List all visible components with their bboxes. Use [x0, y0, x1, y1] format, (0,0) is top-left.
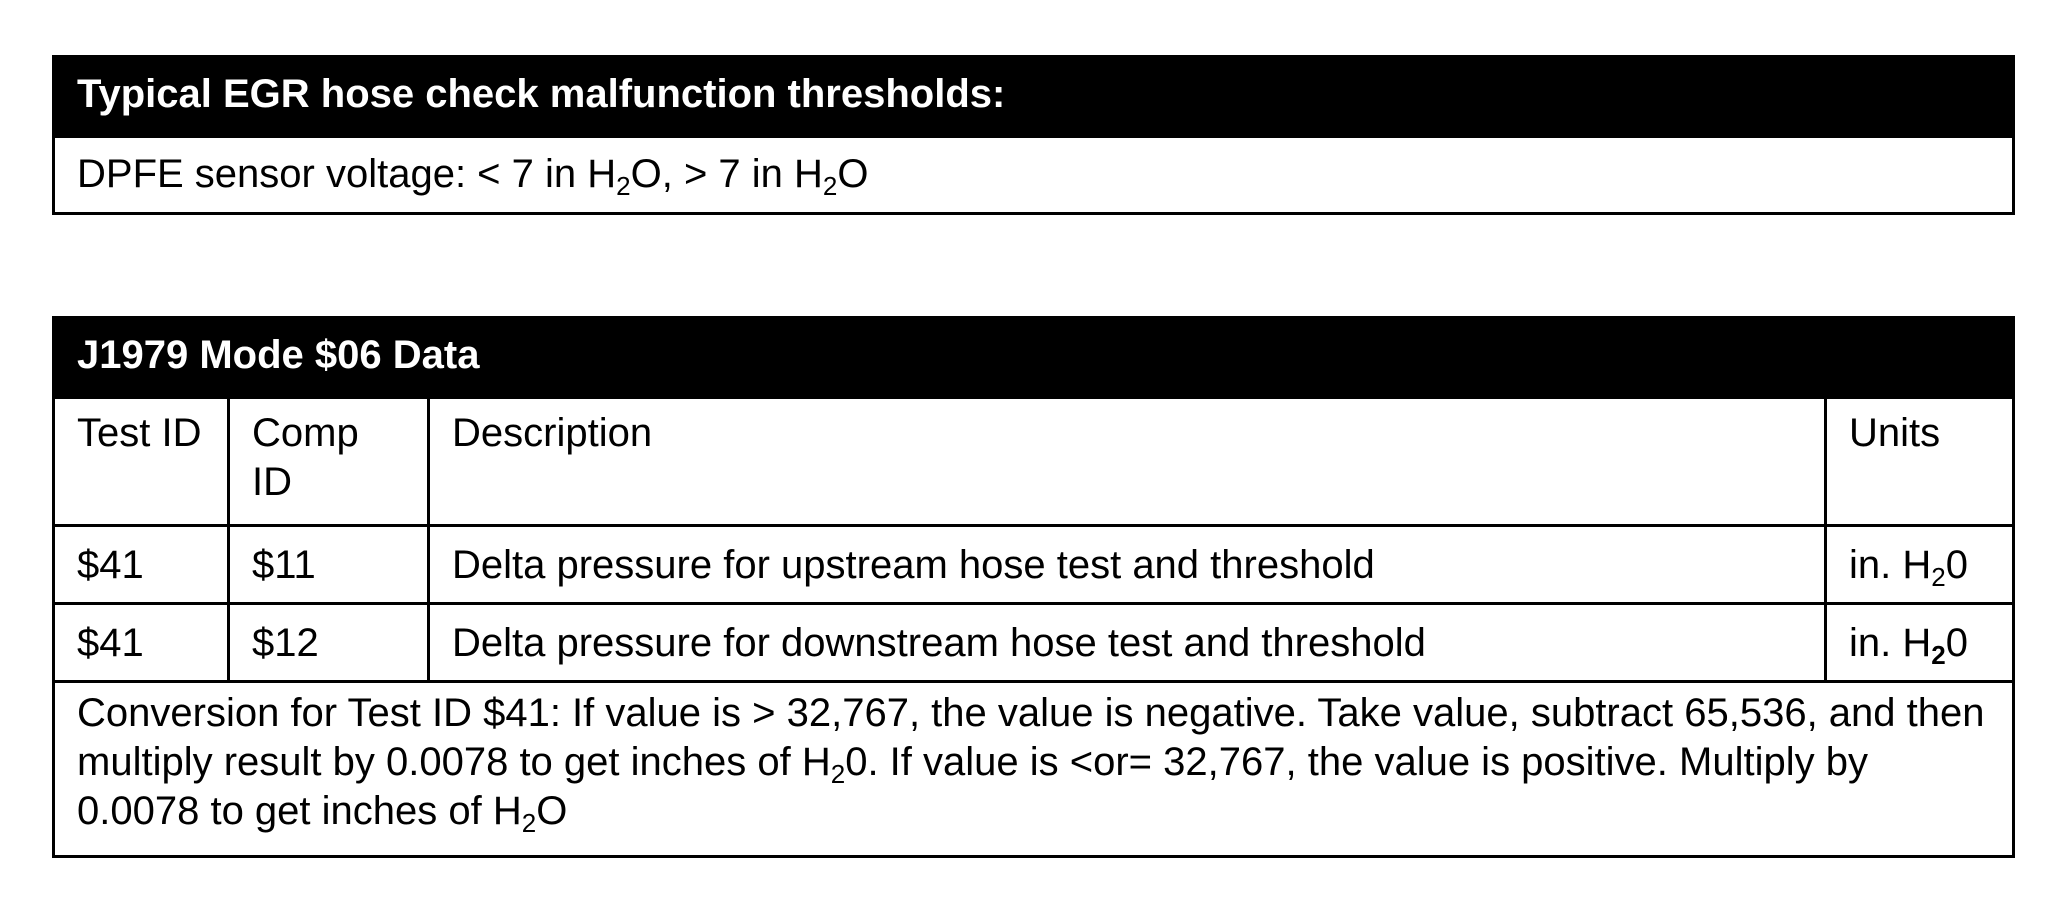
row-description: Delta pressure for upstream hose test and threshold — [429, 526, 1826, 604]
row-test-id: $41 — [54, 526, 229, 604]
dpfe-line-suffix: O — [837, 152, 869, 196]
table-row — [54, 526, 2014, 604]
dpfe-line-sub2: 2 — [822, 171, 838, 201]
header-comp-id: Comp ID — [229, 398, 429, 526]
row-description: Delta pressure for downstream hose test and threshold — [429, 604, 1826, 682]
units-prefix: in. H — [1849, 621, 1932, 665]
row-comp-id: $12 — [229, 604, 429, 682]
note-sub1: 2 — [830, 759, 846, 789]
dpfe-line-middle: O, > 7 in H — [630, 152, 823, 196]
column-header-row — [54, 398, 2014, 526]
note-part1: Conversion for Test ID $41: If value is > 32,767, the value is negative. Take value, subtract 65,536, and then multiply result by 0.0078 to get inches of H — [77, 691, 1985, 784]
mode06-title: J1979 Mode $06 Data — [54, 318, 2014, 398]
egr-thresholds-table — [52, 55, 2015, 215]
header-description: Description — [429, 398, 1826, 526]
dpfe-threshold-line — [54, 137, 2014, 214]
table-row — [54, 604, 2014, 682]
row-units — [1826, 604, 2014, 682]
units-suffix: 0 — [1945, 543, 1968, 587]
header-units: Units — [1826, 398, 2014, 526]
row-comp-id: $11 — [229, 526, 429, 604]
note-part2: 0. If value is <or= 32,767, the value is positive. Multiply by 0.0078 to get inches of H — [77, 740, 1868, 833]
note-part3: O — [536, 789, 568, 833]
units-sub: 2 — [1931, 562, 1946, 592]
mode06-data-table — [52, 316, 2015, 858]
dpfe-line-sub1: 2 — [616, 171, 631, 201]
row-units — [1826, 526, 2014, 604]
units-prefix: in. H — [1849, 543, 1932, 587]
thresholds-title: Typical EGR hose check malfunction thresholds: — [54, 57, 2014, 137]
row-test-id: $41 — [54, 604, 229, 682]
dpfe-line-prefix: DPFE sensor voltage: < 7 in H — [77, 152, 617, 196]
units-suffix: 0 — [1945, 621, 1968, 665]
note-sub2: 2 — [521, 808, 537, 838]
header-test-id: Test ID — [54, 398, 229, 526]
conversion-note — [54, 682, 2014, 857]
units-sub: 2 — [1931, 640, 1946, 670]
